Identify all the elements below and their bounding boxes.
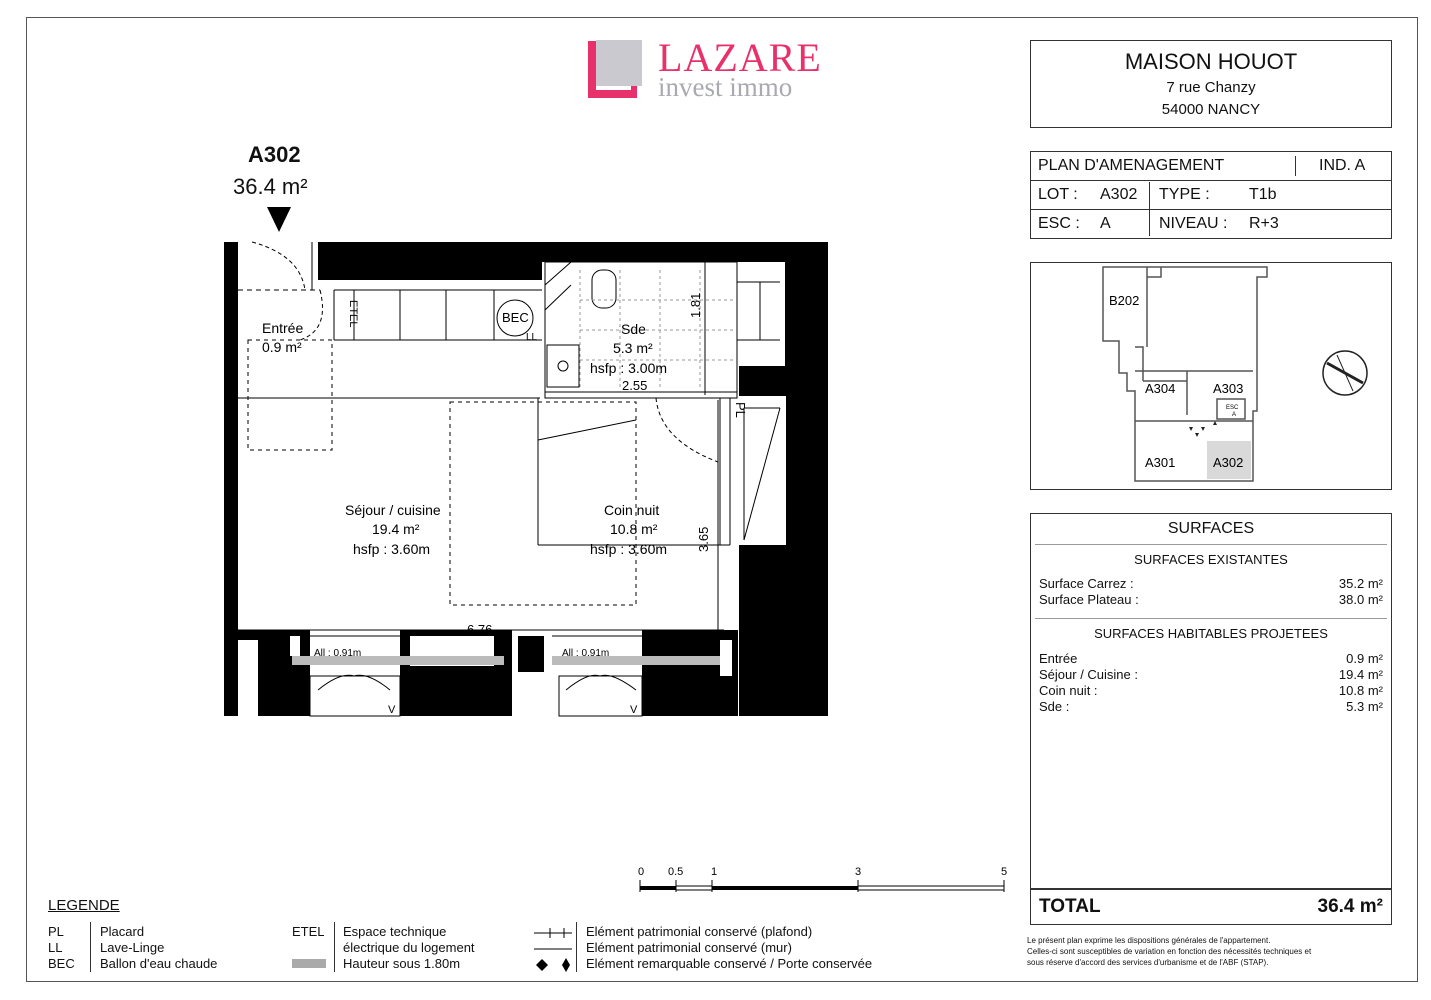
room-sejour-area: 19.4 m² bbox=[372, 521, 420, 537]
disclaimer-line: sous réserve d'accord des services d'urbanisme et de l'ABF (STAP). bbox=[1027, 958, 1269, 967]
key-esc: ESC bbox=[1226, 405, 1239, 411]
scale-tick-0: 0 bbox=[638, 866, 645, 878]
projected-label-3: Coin nuit : bbox=[1039, 683, 1098, 698]
niveau-value: R+3 bbox=[1249, 215, 1279, 232]
scale-tick-1: 1 bbox=[711, 866, 718, 878]
dim-255: 2.55 bbox=[622, 378, 648, 393]
legend-text-hauteur: Hauteur sous 1.80m bbox=[343, 956, 461, 971]
legend-element-1: Elément patrimonial conservé (plafond) bbox=[586, 924, 813, 939]
divider bbox=[334, 922, 335, 972]
plan-index: IND. A bbox=[1319, 157, 1366, 174]
label-all-2: All : 0.91m bbox=[562, 648, 610, 659]
dim-676: 6.76 bbox=[467, 622, 493, 637]
esc-value: A bbox=[1100, 215, 1111, 232]
legend-code-etel: ETEL bbox=[292, 924, 325, 939]
label-etel: ETEL bbox=[347, 300, 359, 328]
existing-value-2: 38.0 m² bbox=[1338, 592, 1383, 607]
projected-value-3: 10.8 m² bbox=[1338, 683, 1383, 698]
divider bbox=[1149, 182, 1150, 236]
label-v-2: V bbox=[630, 704, 638, 716]
room-sde-name: Sde bbox=[621, 321, 646, 337]
existing-label-2: Surface Plateau : bbox=[1039, 592, 1139, 607]
legend-code-ll: LL bbox=[48, 940, 63, 955]
dim-180: 1.80m bbox=[684, 641, 721, 656]
room-sejour-hsfp: hsfp : 3.60m bbox=[353, 541, 431, 557]
key-b202: B202 bbox=[1109, 293, 1140, 308]
esc-label: ESC : bbox=[1038, 215, 1080, 232]
room-entree-area: 0.9 m² bbox=[262, 339, 302, 355]
remarkable-element-icon bbox=[536, 958, 570, 972]
key-a304: A304 bbox=[1145, 381, 1176, 396]
scale-tick-05: 0.5 bbox=[668, 866, 684, 878]
existing-value-1: 35.2 m² bbox=[1338, 576, 1383, 591]
projected-label-4: Sde : bbox=[1039, 699, 1070, 714]
room-entree-name: Entrée bbox=[262, 320, 304, 336]
legend-text-etel-1: Espace technique bbox=[343, 924, 447, 939]
scale-tick-5: 5 bbox=[1001, 866, 1008, 878]
scale-bar bbox=[636, 864, 1016, 894]
legend-text-pl: Placard bbox=[100, 924, 145, 939]
label-v-1: V bbox=[388, 704, 396, 716]
logo-brand-top: LAZARE bbox=[658, 35, 822, 80]
room-coin-area: 10.8 m² bbox=[610, 521, 658, 537]
divider bbox=[90, 922, 91, 972]
unit-id: A302 bbox=[248, 142, 301, 167]
disclaimer bbox=[1027, 935, 1397, 968]
total-label: TOTAL bbox=[1039, 896, 1101, 917]
divider bbox=[1035, 544, 1387, 545]
label-bec: BEC bbox=[502, 310, 529, 325]
legend-code-pl: PL bbox=[48, 924, 64, 939]
dim-365: 3.65 bbox=[696, 526, 711, 552]
existing-title: SURFACES EXISTANTES bbox=[1134, 552, 1288, 567]
hatch-swatch-icon bbox=[292, 959, 326, 968]
brand-logo bbox=[588, 35, 848, 102]
floor-plan bbox=[200, 230, 850, 730]
divider bbox=[1031, 888, 1391, 890]
divider bbox=[1031, 209, 1391, 210]
type-label: TYPE : bbox=[1159, 186, 1210, 203]
project-street: 7 rue Chanzy bbox=[1166, 79, 1256, 96]
project-name: MAISON HOUOT bbox=[1124, 49, 1298, 74]
legend-title: LEGENDE bbox=[48, 897, 120, 914]
ceiling-element-icon bbox=[534, 928, 572, 938]
legend-text-ll: Lave-Linge bbox=[100, 940, 165, 955]
project-city: 54000 NANCY bbox=[1161, 101, 1261, 118]
divider bbox=[1295, 156, 1296, 176]
legend-element-3: Elément remarquable conservé / Porte conservée bbox=[586, 956, 873, 971]
wall-north-east bbox=[318, 242, 828, 716]
lot-value: A302 bbox=[1100, 186, 1138, 203]
divider bbox=[576, 922, 577, 972]
key-a301: A301 bbox=[1145, 455, 1176, 470]
total-value: 36.4 m² bbox=[1317, 896, 1383, 917]
lot-label: LOT : bbox=[1038, 186, 1078, 203]
project-header bbox=[1030, 40, 1392, 128]
unit-area: 36.4 m² bbox=[233, 174, 308, 199]
niveau-label: NIVEAU : bbox=[1159, 215, 1228, 232]
room-sejour-name: Séjour / cuisine bbox=[345, 502, 441, 518]
room-coin-hsfp: hsfp : 3.60m bbox=[590, 541, 668, 557]
legend-element-2: Elément patrimonial conservé (mur) bbox=[586, 940, 792, 955]
projected-value-4: 5.3 m² bbox=[1346, 699, 1383, 714]
disclaimer-line: Le présent plan exprime les dispositions générales de l'appartement. bbox=[1027, 936, 1271, 945]
room-sde-hsfp: hsfp : 3.00m bbox=[590, 360, 668, 376]
key-esc-a: A bbox=[1232, 412, 1237, 418]
legend-text-etel-2: électrique du logement bbox=[343, 940, 475, 955]
legend-symbols bbox=[532, 924, 576, 974]
projected-label-2: Séjour / Cuisine : bbox=[1039, 667, 1138, 682]
logo-mark-icon bbox=[588, 38, 644, 98]
projected-value-1: 0.9 m² bbox=[1346, 651, 1383, 666]
surfaces-panel bbox=[1030, 513, 1392, 925]
key-a303: A303 bbox=[1213, 381, 1244, 396]
key-a302: A302 bbox=[1213, 455, 1244, 470]
label-ll: LL bbox=[526, 332, 538, 343]
existing-label-1: Surface Carrez : bbox=[1039, 576, 1134, 591]
plan-title: PLAN D'AMENAGEMENT bbox=[1038, 157, 1225, 174]
scale-tick-3: 3 bbox=[855, 866, 862, 878]
projected-title: SURFACES HABITABLES PROJETEES bbox=[1094, 626, 1328, 641]
north-arrow-icon bbox=[1323, 351, 1367, 395]
disclaimer-line: Celles-ci sont susceptibles de variation en fonction des nécessités techniques et bbox=[1027, 947, 1312, 956]
label-pl: PL bbox=[733, 402, 748, 418]
divider bbox=[1031, 180, 1391, 181]
room-coin-name: Coin nuit bbox=[604, 502, 660, 518]
type-value: T1b bbox=[1249, 186, 1277, 203]
divider bbox=[1035, 618, 1387, 619]
projected-value-2: 19.4 m² bbox=[1338, 667, 1383, 682]
label-all-1: All : 0.91m bbox=[314, 648, 362, 659]
room-sde-area: 5.3 m² bbox=[613, 340, 653, 356]
key-plan bbox=[1030, 262, 1392, 490]
plan-info-table bbox=[1030, 151, 1392, 239]
surfaces-title: SURFACES bbox=[1167, 520, 1255, 537]
dim-181: 1.81 bbox=[688, 292, 703, 318]
legend-text-bec: Ballon d'eau chaude bbox=[100, 956, 218, 971]
logo-brand-bottom: invest immo bbox=[658, 72, 793, 102]
legend-code-bec: BEC bbox=[48, 956, 75, 971]
projected-label-1: Entrée bbox=[1039, 651, 1078, 666]
